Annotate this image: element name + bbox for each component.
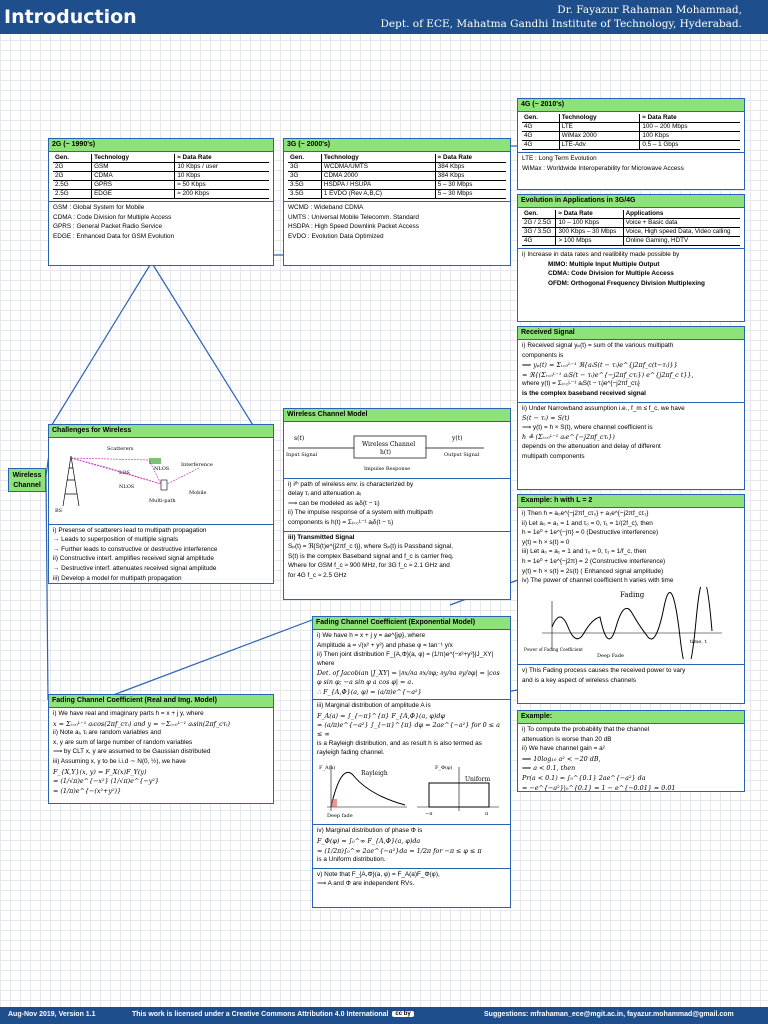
example-line: y(t) = h × s(t) = 2s(t) ( Enhanced signal amplitude) — [522, 567, 664, 575]
diag-input: s(t) — [294, 435, 305, 442]
note-item: CDMA: Code Division for Multiple Access — [548, 270, 674, 278]
formula-line: multipath components — [522, 452, 585, 460]
diag-output-label: Output Signal — [444, 452, 480, 458]
fig-label: NLOS — [119, 484, 135, 490]
col-header: ≈ Data Rate — [556, 210, 623, 219]
note-item: MIMO: Multiple Input Multiple Output — [548, 260, 660, 268]
example-line: Pr(a < 0.1) = ∫₀^{0.1} 2ae^{−a²} da — [522, 773, 646, 782]
fading-plot-title: Fading — [620, 590, 645, 599]
cell: 0.5 – 1 Gbps — [640, 141, 740, 150]
fading-real-line: = (1/π)e^{−(x²+y²)} — [53, 786, 122, 795]
definition: GSM : Global System for Mobile — [53, 204, 145, 211]
table-row — [522, 141, 740, 150]
fading-line: = (a/π)e^{−a²} ∫_{−π}^{π} dφ = 2ae^{−a²} for 0 ≤ a ≤ ∞ — [317, 721, 500, 738]
tx-line: S(t) is the complex Baseband signal and f_c is carrier freq. — [288, 552, 454, 560]
challenge-item: → Destructive interf. attenuates received signal amplitude — [53, 564, 217, 572]
rayleigh-ylabel: F_A(a) — [319, 764, 336, 771]
fading-line: is a Uniform distribution. — [317, 856, 386, 864]
cell: 2.5G — [53, 181, 92, 190]
fading-real-line: iii) Assuming x, y to be i.i.d ∼ N(0, ½), we have — [53, 757, 186, 765]
fading-line: = (1/2π)∫₀^∞ 2ae^{−a²}da = 1/2π for −π ≤ φ ≤ π — [317, 846, 482, 855]
table-row — [288, 190, 506, 199]
table-3g — [288, 154, 506, 199]
cell: ≈ 50 Kbps — [175, 181, 269, 190]
definition: CDMA : Code Division for Multiple Access — [53, 213, 172, 221]
definition: GPRS : General Packet Radio Service — [53, 223, 163, 231]
formula-line: ⟹ y(t) = h × S(t), where channel coefficient is — [522, 423, 653, 431]
table-row — [522, 123, 740, 132]
fading-plot-deep: Deep Fade — [597, 652, 624, 659]
footer-license — [132, 1011, 414, 1018]
fig-label: LOS — [119, 470, 130, 476]
example-line: attenuation is worse than 20 dB — [522, 735, 612, 743]
cell: 4G — [522, 237, 556, 246]
fading-line: iii) Marginal distribution of amplitude A is — [317, 702, 431, 710]
table-4g — [522, 114, 740, 150]
page-title: Introduction — [4, 6, 137, 28]
box-2g — [48, 138, 274, 266]
cell: 2.5G — [53, 190, 92, 199]
challenge-item: iii) Develop a model for multipath propagation — [53, 574, 182, 582]
example-line: ii) Let a₀ = a₁ = 1 and τ₀ = 0, τ₁ = 1/(2f_c), then — [522, 519, 653, 527]
table-row — [522, 219, 740, 228]
cell: 5 – 30 Mbps — [435, 181, 506, 190]
diag-input-label: Input Signal — [286, 452, 318, 458]
box-channel-model — [283, 408, 511, 600]
box-received-signal — [517, 326, 745, 490]
author-name: Dr. Fayazur Rahaman Mohammad, — [557, 4, 742, 16]
diag-block-sub: h(t) — [380, 449, 391, 456]
formula-line: = ℜ{(Σᵢ₌₀ᴸ⁻¹ aᵢS(t − τᵢ)e^{−j2πf_cτᵢ}) e^{j2πf_c t}}, — [522, 370, 694, 379]
formula-line: ⟹ yₚ(t) = Σᵢ₌₀ᴸ⁻¹ ℜ{aᵢS(t − τᵢ)e^{j2πf_c(t−τᵢ)}} — [522, 361, 678, 370]
box-channel-model-title: Wireless Channel Model — [284, 409, 510, 422]
cell: 2G / 2.5G — [522, 219, 556, 228]
fading-real-line: x, y are sum of large number of random variables — [53, 738, 193, 746]
tx-title: iii) Transmitted Signal — [288, 533, 355, 541]
model-line: components is h(t) = Σᵢ₌₀ᴸ⁻¹ aᵢδ(t − τᵢ) — [288, 518, 394, 526]
model-line: delay τᵢ and attenuation aᵢ — [288, 490, 361, 498]
cc-badge-icon[interactable]: cc by — [392, 1011, 413, 1017]
cell: GPRS — [92, 181, 175, 190]
cell: CDMA 2000 — [321, 172, 435, 181]
box-fading-exponential — [312, 616, 511, 908]
footer-license-text: This work is licensed under a Creative Commons Attribution 4.0 International — [132, 1011, 389, 1018]
fading-real-line: = (1/√π)e^{−x²} (1/√π)e^{−y²} — [53, 777, 159, 786]
cell: 1 EVDO (Rev A,B,C) — [321, 190, 435, 199]
fading-real-line: ii) Note aᵢ, τᵢ are random variables and — [53, 729, 161, 737]
uniform-ylabel: F_Φ(φ) — [435, 764, 453, 771]
footer-suggestions[interactable]: Suggestions: mfrahaman_ece@mgit.ac.in, fayazur.mohammad@gmail.com — [484, 1011, 734, 1018]
fading-line: i) We have h = x + j y = ae^{jφ}, where — [317, 632, 426, 639]
challenge-item: → Leads to superposition of multiple signals — [53, 536, 179, 544]
challenge-item: → Further leads to constructive or destructive interference — [53, 545, 218, 553]
fading-line: Det. of Jacobian |J_XY| = |∂x/∂a ∂x/∂φ; ∂y/∂a ∂y/∂φ| = |cos φ sin φ; −a sin φ a cos φ| = a. — [317, 669, 500, 686]
col-header: Gen. — [522, 210, 556, 219]
cell: WCDMA/UMTS — [321, 163, 435, 172]
box-4g — [517, 98, 745, 190]
uniform-hi: π — [485, 810, 489, 817]
cell: Online Gaming, HDTV — [623, 237, 740, 246]
author-block — [381, 3, 743, 31]
fading-line: ∴ F_{A,Φ}(a, φ) = (a/π)e^{−a²} — [317, 687, 422, 696]
root-node-wireless-channel: Wireless Channel — [8, 468, 46, 492]
definition: WiMax : Worldwide Interoperability for Microwave Access — [522, 164, 684, 172]
fig-label: Multi-path — [149, 498, 176, 504]
col-header: Gen. — [53, 154, 92, 163]
cell: 100 Kbps — [640, 132, 740, 141]
fading-line: is a Rayleigh distribution, and as result h is also termed as — [317, 739, 482, 747]
table-row — [53, 172, 269, 181]
col-header: Technology — [321, 154, 435, 163]
author-dept: Dept. of ECE, Mahatma Gandhi Institute of Technology, Hyderabad. — [380, 18, 742, 30]
box-evolution-title: Evolution in Applications in 3G/4G — [518, 195, 744, 208]
box-example-2-title: Example: — [518, 711, 744, 724]
box-3g — [283, 138, 511, 266]
col-header: Technology — [92, 154, 175, 163]
cell: 3G — [288, 172, 321, 181]
example-line: h = 1e⁰ + 1e^{−jπ} = 0 (Destructive interference) — [522, 529, 659, 537]
table-row — [53, 181, 269, 190]
col-header: Gen. — [288, 154, 321, 163]
formula-line: is the complex baseband received signal — [522, 389, 646, 397]
fading-line: v) Note that F_{A,Φ}(a, φ) = F_A(a)F_Φ(φ), — [317, 870, 440, 878]
example-line: v) This Fading process causes the received power to vary — [522, 667, 686, 675]
table-row — [53, 163, 269, 172]
uniform-title: Uniform — [465, 775, 491, 783]
example-line: y(t) = h × s(t) = 0 — [522, 538, 570, 546]
cell: 3.5G — [288, 190, 321, 199]
cell: 3G / 3.5G — [522, 228, 556, 237]
cell: 300 Kbps – 30 Mbps — [556, 228, 623, 237]
cell: CDMA — [92, 172, 175, 181]
col-header: ≈ Data Rate — [175, 154, 269, 163]
box-example-2 — [517, 710, 745, 792]
table-row — [288, 172, 506, 181]
fig-label: BS — [55, 508, 63, 514]
col-header: Applications — [623, 210, 740, 219]
table-row — [53, 190, 269, 199]
fading-real-line: i) We have real and imaginary parts h = x + j y, where — [53, 710, 204, 717]
example-line: i) Then h = a₀e^{−j2πf_cτ₀} + a₁e^{−j2πf_cτ₁} — [522, 510, 649, 517]
formula-line: components is — [522, 351, 564, 359]
diag-block: Wireless Channel — [362, 441, 416, 448]
page-header — [0, 0, 768, 34]
box-fading-exp-title: Fading Channel Coefficient (Exponential Model) — [313, 617, 510, 630]
col-header: ≈ Data Rate — [640, 114, 740, 123]
table-evolution — [522, 210, 740, 246]
table-row — [522, 132, 740, 141]
multipath-figure — [49, 438, 273, 520]
example-line: ii) We have channel gain = a² — [522, 745, 605, 753]
definition: EDGE : Enhanced Data for GSM Evolution — [53, 232, 175, 240]
challenge-item: ii) Constructive interf. amplifies received signal amplitude — [53, 555, 214, 563]
cell: > 100 Mbps — [556, 237, 623, 246]
fig-label: Scatterers — [107, 446, 134, 452]
uniform-lo: −π — [425, 810, 433, 817]
table-row — [288, 181, 506, 190]
formula-line: h ≜ (Σᵢ₌₀ᴸ⁻¹ aᵢe^{−j2πf_cτᵢ}) — [522, 433, 615, 442]
fading-real-line: F_{X,Y}(x, y) = F_X(x)F_Y(y) — [53, 767, 147, 776]
channel-block-diagram — [284, 422, 510, 474]
cell: 2G — [53, 172, 92, 181]
cell: 2G — [53, 163, 92, 172]
formula-line: i) Received signal yₚ(t) = sum of the various multipath — [522, 342, 674, 349]
fading-plot-xlabel: time, t — [690, 638, 707, 645]
cell: 10 – 100 Kbps — [556, 219, 623, 228]
example-line: = −e^{−a²}|₀^{0.1} = 1 − e^{−0.01} ≈ 0.01 — [522, 783, 676, 792]
fading-real-line: ⟹ by CLT x, y are assumed to be Gaussian distributed — [53, 748, 211, 756]
example-line: ⟹ 10log₁₀ a² < −20 dB, — [522, 754, 601, 763]
diag-output: y(t) — [452, 435, 463, 442]
cell: 384 Kbps — [435, 172, 506, 181]
fading-plot-ylabel: Power of Fading Coefficient — [524, 646, 583, 652]
col-header: Technology — [559, 114, 640, 123]
cell: 3.5G — [288, 181, 321, 190]
cell: EDGE — [92, 190, 175, 199]
page-footer — [0, 1007, 768, 1024]
box-evolution — [517, 194, 745, 322]
box-3g-title: 3G (~ 2000's) — [284, 139, 510, 152]
definition: UMTS : Universal Mobile Telecomm. Standard — [288, 213, 419, 221]
example-line: and is a key aspect of wireless channels — [522, 676, 637, 684]
definition: LTE : Long Term Evolution — [522, 155, 597, 162]
cell: 100 – 200 Mbps — [640, 123, 740, 132]
box-challenges — [48, 424, 274, 584]
note-intro: i) Increase in data rates and realibility made possible by — [522, 251, 680, 258]
formula-line: ii) Under Narrowband assumption i.e., f_m ≤ f_c, we have — [522, 404, 685, 412]
rayleigh-title: Rayleigh — [361, 769, 388, 777]
example-line: iv) The power of channel coefficient h varies with time — [522, 577, 674, 585]
fading-plot — [522, 587, 740, 659]
table-2g — [53, 154, 269, 199]
box-4g-title: 4G (~ 2010's) — [518, 99, 744, 112]
diag-impulse: Impulse Response — [364, 466, 411, 472]
fading-line: iv) Marginal distribution of phase Φ is — [317, 827, 423, 835]
cell: 10 Kbps / user — [175, 163, 269, 172]
box-example-h — [517, 494, 745, 704]
tx-line: Where for GSM f_c ≈ 900 MHz, for 3G f_c ≈ 2.1 GHz and — [288, 562, 450, 570]
example-line: i) To compute the probability that the channel — [522, 726, 650, 733]
definition: HSDPA : High Speed Downlink Packet Access — [288, 223, 419, 231]
col-header: ≈ Data Rate — [435, 154, 506, 163]
table-row — [522, 228, 740, 237]
example-line: h = 1e⁰ + 1e^{−j2π} = 2 (Constructive interference) — [522, 557, 666, 565]
cell: WiMax 2000 — [559, 132, 640, 141]
fading-line: Amplitude a = √(x² + y²) and phase φ = tan⁻¹ y/x — [317, 641, 453, 649]
cell: LTE-Adv — [559, 141, 640, 150]
challenge-item: i) Presense of scatterers lead to multipath propagation — [53, 526, 207, 534]
fading-line: ii) Then joint distribution F_{A,Φ}(a, φ) = (1/π)e^{−x²+y²}|J_XY| where — [317, 651, 494, 667]
cell: Voice, High speed Data, Video calling — [623, 228, 740, 237]
cell: 4G — [522, 123, 559, 132]
model-line: i) iᵗʰ path of wireless env. is characterized by — [288, 480, 414, 488]
tx-line: Sₚ(t) = ℜ{S(t)e^{j2πf_c t}}, where Sₚ(t) is Passband signal, — [288, 543, 453, 551]
example-line: ⟹ a < 0.1, then — [522, 764, 576, 773]
rayleigh-note: Deep fade — [327, 812, 353, 819]
fig-label: Mobile — [189, 490, 207, 496]
cell: Voice + Basic data — [623, 219, 740, 228]
definition: WCMD : Wideband CDMA — [288, 204, 364, 211]
cell: GSM — [92, 163, 175, 172]
fading-line: F_A(a) = ∫_{−π}^{π} F_{A,Φ}(a, φ)dφ — [317, 711, 445, 720]
cell: 5 – 30 Mbps — [435, 190, 506, 199]
definition: EVDO : Evolution Data Optimized — [288, 232, 384, 240]
cell: 10 Kbps — [175, 172, 269, 181]
formula-line: where y(t) = Σᵢ₌₀ᴸ⁻¹ aᵢS(t − τᵢ)e^{−j2πf_cτᵢ} — [522, 380, 640, 388]
fading-line: ⟹ A and Φ are independent RVs. — [317, 880, 415, 888]
model-line: ii) The impulse response of a system with multipath — [288, 509, 433, 517]
distribution-plots — [317, 759, 507, 819]
note-item: OFDM: Orthogonal Frequency Division Multiplexing — [548, 279, 705, 287]
box-fading-real-title: Fading Channel Coefficient (Real and Img. Model) — [49, 695, 273, 708]
cell: HSDPA / HSUPA — [321, 181, 435, 190]
formula-line: S(t − τᵢ) ≈ S(t) — [522, 414, 570, 423]
fig-label: Interference — [181, 462, 213, 468]
fig-label: NLOS — [154, 466, 170, 472]
cell: ≈ 200 Kbps — [175, 190, 269, 199]
fading-line: F_Φ(φ) = ∫₀^∞ F_{A,Φ}(a, φ)da — [317, 836, 421, 845]
footer-version: Aug-Nov 2019, Version 1.1 — [8, 1011, 96, 1018]
cell: 4G — [522, 141, 559, 150]
model-line: ⟹ can be modeled as aᵢδ(t − τᵢ) — [288, 499, 380, 507]
cell: 384 Kbps — [435, 163, 506, 172]
table-row — [288, 163, 506, 172]
box-received-title: Received Signal — [518, 327, 744, 340]
box-challenges-title: Challenges for Wireless — [49, 425, 273, 438]
box-fading-real-img — [48, 694, 274, 804]
box-2g-title: 2G (~ 1990's) — [49, 139, 273, 152]
example-line: iii) Let a₀ = a₁ = 1 and τ₀ = 0, τ₁ = 1/f_c, then — [522, 548, 647, 556]
box-example-h-title: Example: h with L = 2 — [518, 495, 744, 508]
cell: 3G — [288, 163, 321, 172]
cell: LTE — [559, 123, 640, 132]
formula-line: depends on the attenuation and delay of different — [522, 442, 661, 450]
table-row — [522, 237, 740, 246]
fading-real-line: x = Σᵢ₌₀ᴸ⁻¹ aᵢcos(2πf_cτᵢ) and y = −Σᵢ₌₀ᴸ⁻¹ aᵢsin(2πf_cτᵢ) — [53, 719, 231, 728]
tx-line: for 4G f_c ≈ 2.5 GHz — [288, 571, 347, 579]
col-header: Gen. — [522, 114, 559, 123]
fading-line: rayleigh fading channel. — [317, 749, 385, 757]
cell: 4G — [522, 132, 559, 141]
